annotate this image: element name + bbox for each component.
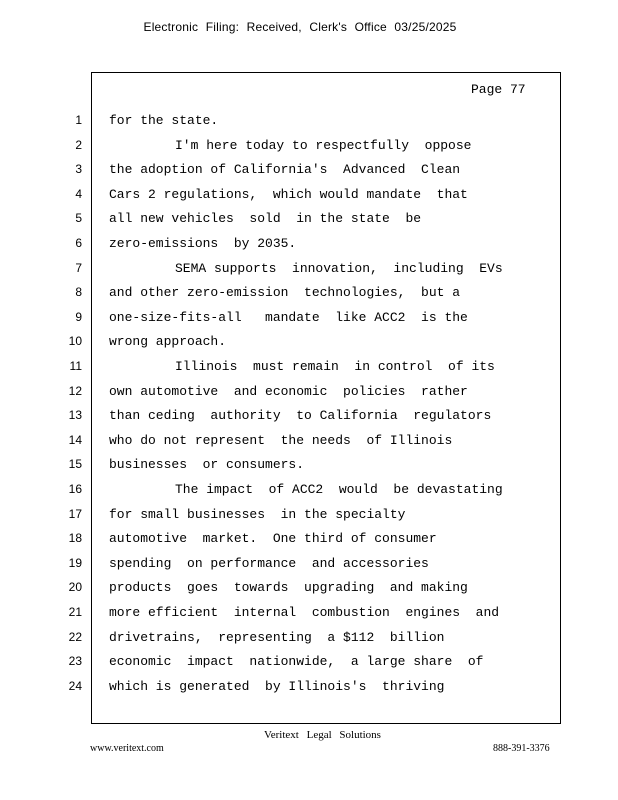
- line-number: 15: [68, 457, 82, 472]
- line-text: SEMA supports innovation, including EVs: [175, 260, 503, 276]
- footer-website: www.veritext.com: [90, 743, 164, 754]
- line-text: for small businesses in the specialty: [109, 506, 406, 522]
- line-text: and other zero-emission technologies, but a: [109, 285, 461, 301]
- footer-phone: 888-391-3376: [493, 743, 550, 754]
- line-number: 22: [68, 629, 82, 644]
- line-text: The impact of ACC2 would be devastating: [175, 482, 503, 497]
- line-text: one-size-fits-all mandate like ACC2 is the: [109, 309, 468, 325]
- line-text: than ceding authority to California regulators: [109, 408, 492, 424]
- line-number: 7: [75, 260, 82, 275]
- line-text: for the state.: [109, 113, 219, 128]
- line-number: 4: [75, 186, 82, 201]
- line-number: 19: [68, 555, 82, 570]
- line-text: zero-emissions by 2035.: [109, 236, 297, 251]
- line-number: 18: [68, 531, 82, 546]
- line-number: 21: [68, 605, 82, 619]
- line-number: 11: [69, 359, 82, 373]
- filing-stamp-header: Electronic Filing: Received, Clerk's Office 03/25/2025: [143, 20, 457, 34]
- line-text: wrong approach.: [109, 334, 227, 350]
- line-number: 20: [68, 580, 82, 595]
- line-number: 2: [75, 137, 82, 152]
- line-text: economic impact nationwide, a large share of: [109, 654, 484, 670]
- line-number: 14: [68, 432, 82, 447]
- line-text: I'm here today to respectfully oppose: [175, 137, 472, 153]
- line-number: 10: [68, 334, 82, 349]
- line-number: 1: [75, 113, 82, 127]
- line-number: 12: [68, 383, 82, 398]
- line-number: 9: [75, 309, 82, 324]
- line-number: 23: [68, 654, 82, 669]
- line-text: spending on performance and accessories: [109, 555, 429, 571]
- line-number: 17: [68, 506, 82, 521]
- line-text: which is generated by Illinois's thriving: [109, 678, 445, 694]
- footer-company: Veritext Legal Solutions: [264, 729, 381, 741]
- line-number: 13: [68, 408, 82, 423]
- line-text: all new vehicles sold in the state be: [109, 211, 422, 227]
- line-number: 5: [75, 211, 82, 226]
- line-number: 3: [75, 162, 82, 177]
- line-text: Illinois must remain in control of its: [175, 359, 495, 374]
- line-number: 6: [75, 236, 82, 250]
- line-text: products goes towards upgrading and making: [109, 580, 468, 596]
- page-number: Page 77: [471, 82, 526, 97]
- line-text: who do not represent the needs of Illinois: [109, 432, 453, 448]
- line-text: Cars 2 regulations, which would mandate that: [109, 186, 468, 202]
- line-text: own automotive and economic policies rather: [109, 383, 468, 399]
- line-text: businesses or consumers.: [109, 457, 305, 473]
- line-text: the adoption of California's Advanced Clean: [109, 162, 461, 178]
- line-text: more efficient internal combustion engines and: [109, 605, 500, 620]
- line-text: automotive market. One third of consumer: [109, 531, 437, 547]
- line-number: 8: [75, 285, 82, 300]
- line-number: 16: [68, 482, 82, 496]
- line-number: 24: [68, 678, 82, 693]
- line-text: drivetrains, representing a $112 billion: [109, 629, 445, 645]
